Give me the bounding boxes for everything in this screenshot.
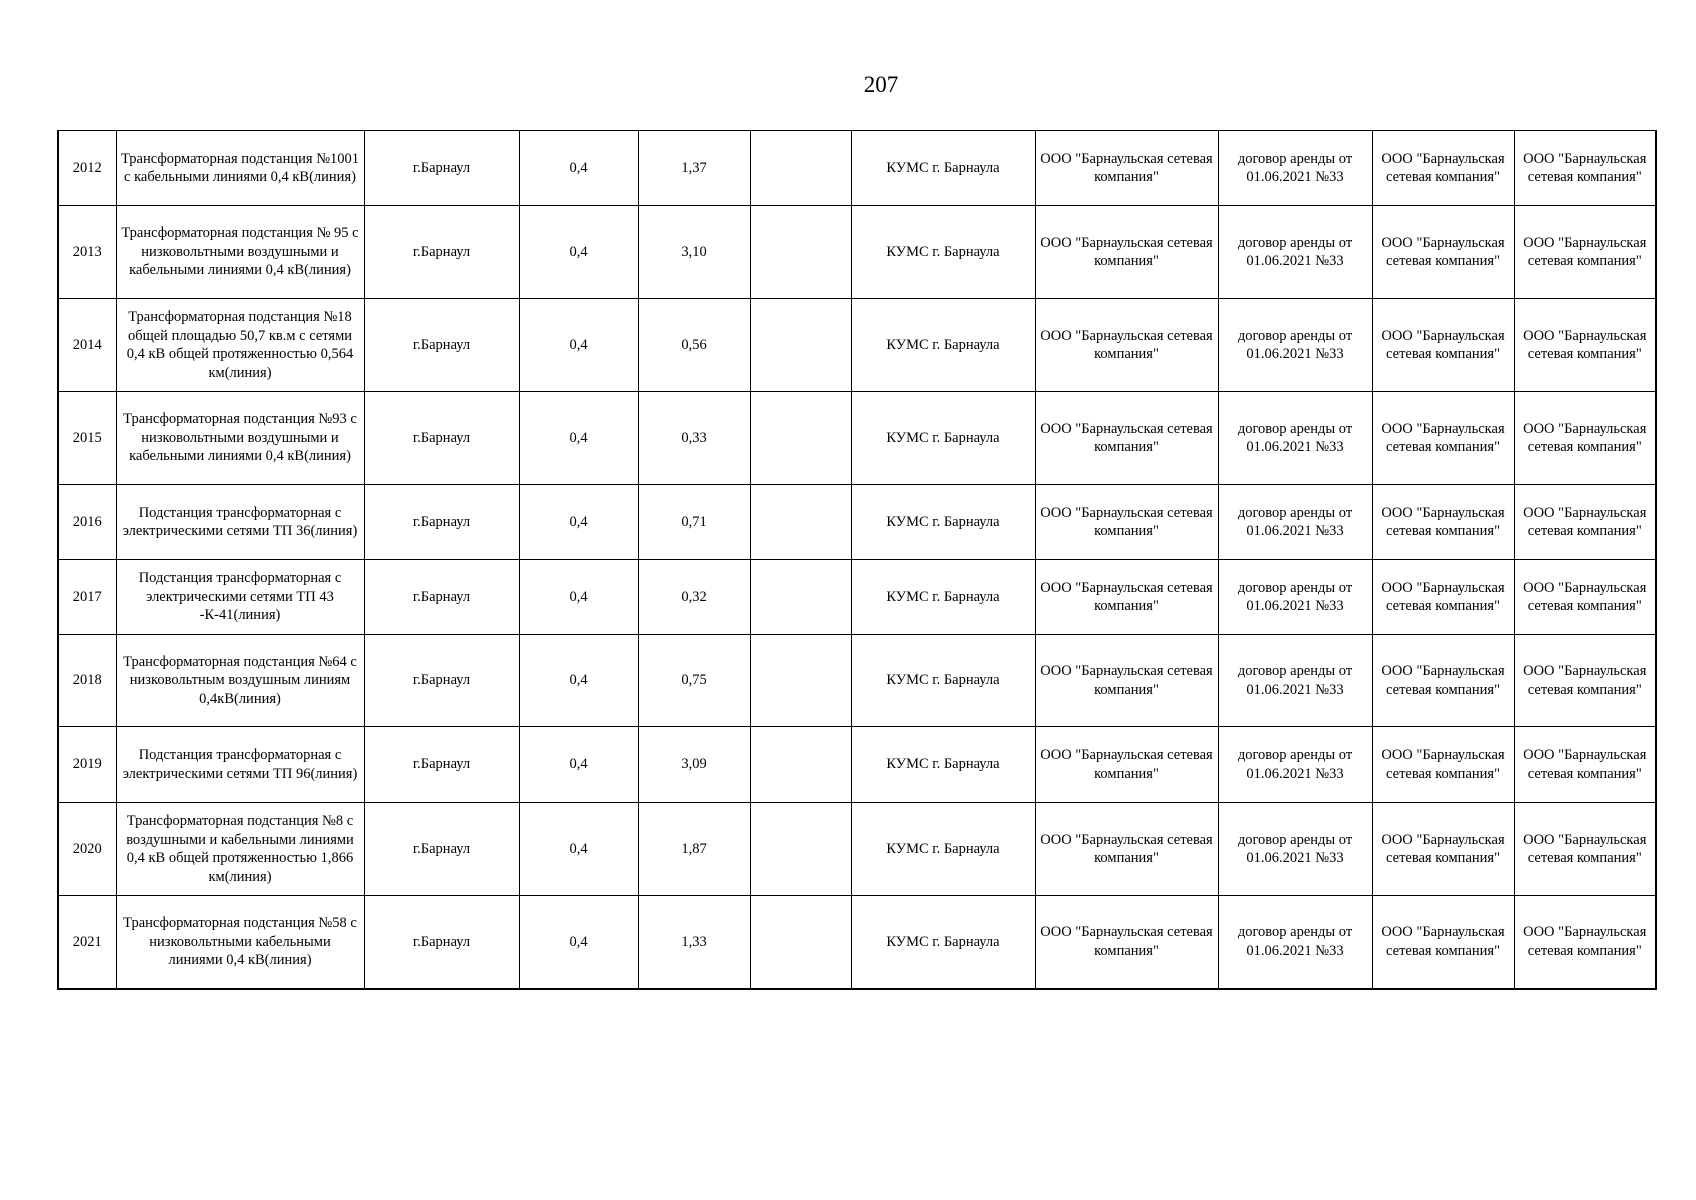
owner: КУМС г. Барнаула: [851, 299, 1035, 392]
row-number: 2019: [58, 727, 116, 803]
user: ООО "Барнаульская сетевая компания": [1372, 206, 1514, 299]
operator: ООО "Барнаульская сетевая компания": [1514, 635, 1656, 727]
operator: ООО "Барнаульская сетевая компания": [1514, 560, 1656, 635]
holder: ООО "Барнаульская сетевая компания": [1035, 485, 1218, 560]
basis: договор аренды от 01.06.2021 №33: [1218, 392, 1372, 485]
voltage: 0,4: [519, 560, 638, 635]
owner: КУМС г. Барнаула: [851, 392, 1035, 485]
owner: КУМС г. Барнаула: [851, 727, 1035, 803]
location: г.Барнаул: [364, 392, 519, 485]
operator: ООО "Барнаульская сетевая компания": [1514, 485, 1656, 560]
table-row: [58, 560, 1656, 635]
basis: договор аренды от 01.06.2021 №33: [1218, 560, 1372, 635]
object-name: Трансформаторная подстанция №1001 с кабельными линиями 0,4 кВ(линия): [116, 131, 364, 206]
holder: ООО "Барнаульская сетевая компания": [1035, 803, 1218, 896]
extra-cell: [750, 635, 851, 727]
basis: договор аренды от 01.06.2021 №33: [1218, 299, 1372, 392]
location: г.Барнаул: [364, 131, 519, 206]
extra-cell: [750, 299, 851, 392]
holder: ООО "Барнаульская сетевая компания": [1035, 206, 1218, 299]
voltage: 0,4: [519, 896, 638, 989]
length: 1,37: [638, 131, 750, 206]
holder: ООО "Барнаульская сетевая компания": [1035, 635, 1218, 727]
user: ООО "Барнаульская сетевая компания": [1372, 299, 1514, 392]
owner: КУМС г. Барнаула: [851, 206, 1035, 299]
length: 1,33: [638, 896, 750, 989]
user: ООО "Барнаульская сетевая компания": [1372, 485, 1514, 560]
table-row: [58, 392, 1656, 485]
owner: КУМС г. Барнаула: [851, 485, 1035, 560]
extra-cell: [750, 560, 851, 635]
length: 0,56: [638, 299, 750, 392]
operator: ООО "Барнаульская сетевая компания": [1514, 392, 1656, 485]
owner: КУМС г. Барнаула: [851, 560, 1035, 635]
table-row: [58, 803, 1656, 896]
voltage: 0,4: [519, 635, 638, 727]
object-name: Трансформаторная подстанция № 95 с низковольтными воздушными и кабельными линиями 0,4 кВ(линия): [116, 206, 364, 299]
operator: ООО "Барнаульская сетевая компания": [1514, 131, 1656, 206]
operator: ООО "Барнаульская сетевая компания": [1514, 727, 1656, 803]
location: г.Барнаул: [364, 635, 519, 727]
object-name: Трансформаторная подстанция №93 с низковольтными воздушными и кабельными линиями 0,4 кВ(линия): [116, 392, 364, 485]
object-name: Трансформаторная подстанция №58 с низковольтными кабельными линиями 0,4 кВ(линия): [116, 896, 364, 989]
length: 0,32: [638, 560, 750, 635]
object-name: Трансформаторная подстанция №64 с низковольтным воздушным линиям 0,4кВ(линия): [116, 635, 364, 727]
length: 0,75: [638, 635, 750, 727]
operator: ООО "Барнаульская сетевая компания": [1514, 896, 1656, 989]
registry-table: [57, 130, 1657, 990]
basis: договор аренды от 01.06.2021 №33: [1218, 485, 1372, 560]
location: г.Барнаул: [364, 896, 519, 989]
row-number: 2013: [58, 206, 116, 299]
object-name: Подстанция трансформаторная с электрическими сетями ТП 43 -К-41(линия): [116, 560, 364, 635]
row-number: 2020: [58, 803, 116, 896]
voltage: 0,4: [519, 392, 638, 485]
table-row: [58, 485, 1656, 560]
owner: КУМС г. Барнаула: [851, 803, 1035, 896]
basis: договор аренды от 01.06.2021 №33: [1218, 727, 1372, 803]
holder: ООО "Барнаульская сетевая компания": [1035, 896, 1218, 989]
table-row: [58, 635, 1656, 727]
location: г.Барнаул: [364, 206, 519, 299]
length: 1,87: [638, 803, 750, 896]
user: ООО "Барнаульская сетевая компания": [1372, 560, 1514, 635]
object-name: Подстанция трансформаторная с электрическими сетями ТП 36(линия): [116, 485, 364, 560]
location: г.Барнаул: [364, 485, 519, 560]
row-number: 2012: [58, 131, 116, 206]
holder: ООО "Барнаульская сетевая компания": [1035, 392, 1218, 485]
row-number: 2016: [58, 485, 116, 560]
location: г.Барнаул: [364, 299, 519, 392]
operator: ООО "Барнаульская сетевая компания": [1514, 206, 1656, 299]
location: г.Барнаул: [364, 803, 519, 896]
extra-cell: [750, 131, 851, 206]
page-number: 207: [863, 72, 899, 97]
length: 3,10: [638, 206, 750, 299]
owner: КУМС г. Барнаула: [851, 131, 1035, 206]
extra-cell: [750, 803, 851, 896]
row-number: 2018: [58, 635, 116, 727]
operator: ООО "Барнаульская сетевая компания": [1514, 299, 1656, 392]
extra-cell: [750, 485, 851, 560]
voltage: 0,4: [519, 727, 638, 803]
extra-cell: [750, 896, 851, 989]
user: ООО "Барнаульская сетевая компания": [1372, 131, 1514, 206]
voltage: 0,4: [519, 803, 638, 896]
holder: ООО "Барнаульская сетевая компания": [1035, 131, 1218, 206]
object-name: Подстанция трансформаторная с электрическими сетями ТП 96(линия): [116, 727, 364, 803]
table-row: [58, 727, 1656, 803]
basis: договор аренды от 01.06.2021 №33: [1218, 896, 1372, 989]
table-row: [58, 299, 1656, 392]
owner: КУМС г. Барнаула: [851, 635, 1035, 727]
voltage: 0,4: [519, 485, 638, 560]
basis: договор аренды от 01.06.2021 №33: [1218, 803, 1372, 896]
user: ООО "Барнаульская сетевая компания": [1372, 392, 1514, 485]
location: г.Барнаул: [364, 727, 519, 803]
operator: ООО "Барнаульская сетевая компания": [1514, 803, 1656, 896]
object-name: Трансформаторная подстанция №18 общей площадью 50,7 кв.м с сетями 0,4 кВ общей протяженностью 0,564 км(линия): [116, 299, 364, 392]
table-row: [58, 206, 1656, 299]
user: ООО "Барнаульская сетевая компания": [1372, 727, 1514, 803]
user: ООО "Барнаульская сетевая компания": [1372, 896, 1514, 989]
basis: договор аренды от 01.06.2021 №33: [1218, 131, 1372, 206]
row-number: 2015: [58, 392, 116, 485]
voltage: 0,4: [519, 206, 638, 299]
row-number: 2017: [58, 560, 116, 635]
length: 0,33: [638, 392, 750, 485]
object-name: Трансформаторная подстанция №8 с воздушными и кабельными линиями 0,4 кВ общей протяженностью 1,866 км(линия): [116, 803, 364, 896]
user: ООО "Барнаульская сетевая компания": [1372, 803, 1514, 896]
basis: договор аренды от 01.06.2021 №33: [1218, 635, 1372, 727]
basis: договор аренды от 01.06.2021 №33: [1218, 206, 1372, 299]
table-row: [58, 896, 1656, 989]
location: г.Барнаул: [364, 560, 519, 635]
voltage: 0,4: [519, 131, 638, 206]
user: ООО "Барнаульская сетевая компания": [1372, 635, 1514, 727]
length: 0,71: [638, 485, 750, 560]
row-number: 2014: [58, 299, 116, 392]
owner: КУМС г. Барнаула: [851, 896, 1035, 989]
extra-cell: [750, 206, 851, 299]
length: 3,09: [638, 727, 750, 803]
holder: ООО "Барнаульская сетевая компания": [1035, 299, 1218, 392]
holder: ООО "Барнаульская сетевая компания": [1035, 727, 1218, 803]
table-row: [58, 131, 1656, 206]
extra-cell: [750, 727, 851, 803]
row-number: 2021: [58, 896, 116, 989]
holder: ООО "Барнаульская сетевая компания": [1035, 560, 1218, 635]
extra-cell: [750, 392, 851, 485]
voltage: 0,4: [519, 299, 638, 392]
